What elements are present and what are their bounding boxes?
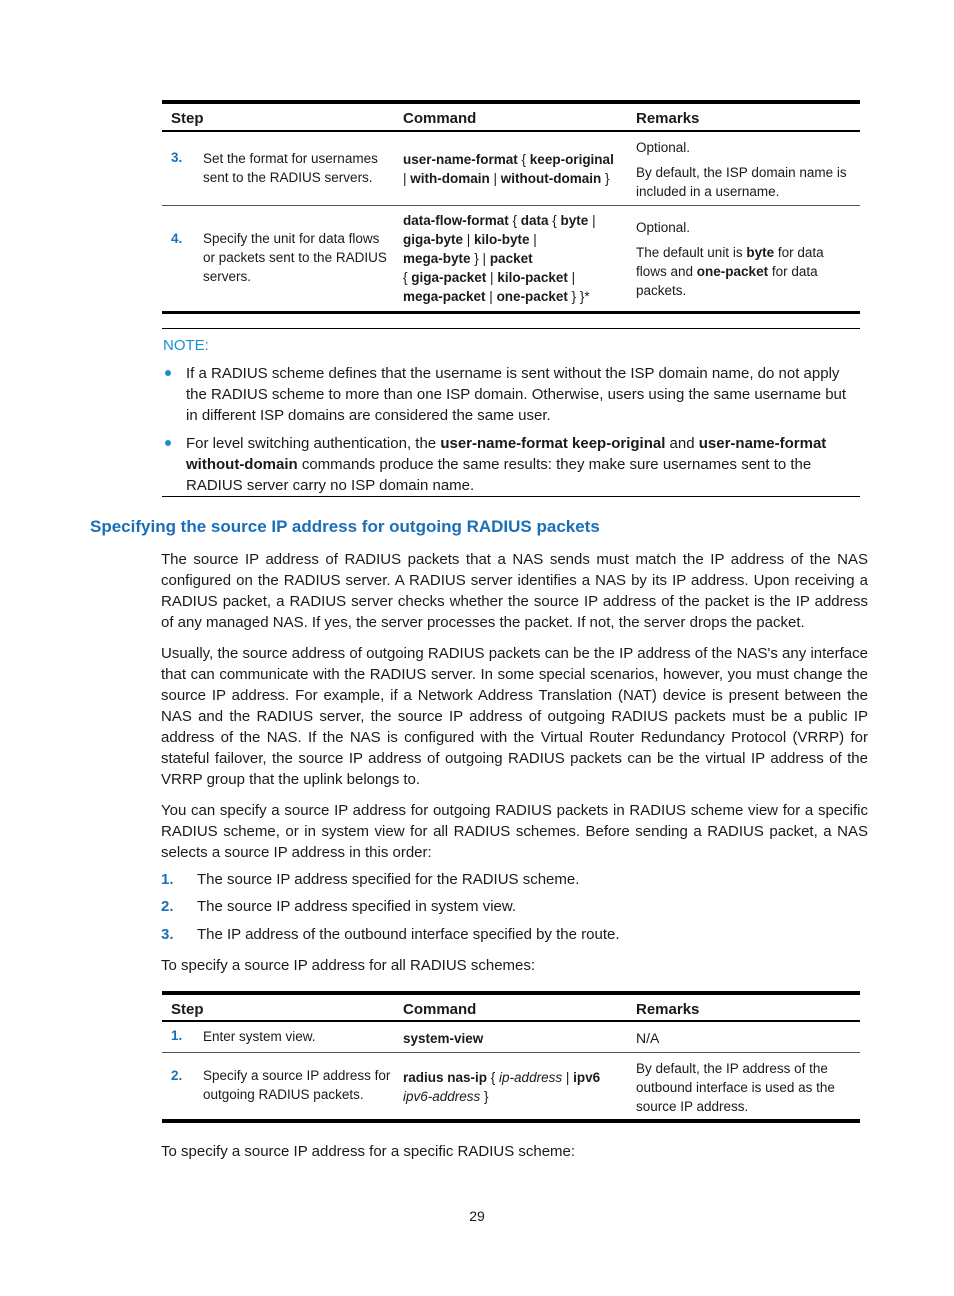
remark-line: By default, the ISP domain name is included in a username. (636, 165, 847, 199)
list-number: 1. (161, 871, 174, 888)
command-syntax: system-view (403, 1031, 484, 1046)
remark-line: Optional. (636, 140, 691, 155)
table2-header-remarks: Remarks (636, 1001, 700, 1018)
table2-intro: To specify a source IP address for all RADIUS schemes: (161, 957, 536, 974)
command-syntax: user-name-format { keep-original | with-domain | without-domain } (403, 152, 614, 186)
table2-header-step: Step (171, 1001, 204, 1018)
list-number: 3. (161, 926, 174, 943)
table1-header-step: Step (171, 110, 204, 127)
page-number: 29 (469, 1208, 485, 1224)
note-top-rule (162, 328, 860, 329)
note-item: If a RADIUS scheme defines that the username is sent without the ISP domain name, do not apply the RADIUS scheme to more than one ISP domain. Otherwise, users using the same username but in different ISP domains are considered the same user. (186, 365, 847, 424)
step-description: Enter system view. (203, 1029, 316, 1044)
table3-intro: To specify a source IP address for a specific RADIUS scheme: (161, 1143, 576, 1160)
table2-header-command: Command (403, 1001, 477, 1018)
list-number: 2. (161, 898, 174, 915)
table1-row-divider (162, 205, 860, 206)
table1-top-rule (162, 100, 860, 104)
note-item: For level switching authentication, the user-name-format keep-original and user-name-format without-domain commands produce the same results: they make sure usernames sent to the RADIUS server carry no ISP domain name. (186, 435, 827, 494)
table1-bottom-rule (162, 311, 860, 314)
list-item: The source IP address specified in system view. (197, 898, 517, 915)
section-heading: Specifying the source IP address for outgoing RADIUS packets (90, 517, 600, 536)
paragraph: Usually, the source address of outgoing RADIUS packets can be the IP address of the NAS's any interface that can communicate with the RADIUS server. In some special scenarios, however, you must change the source IP address. For example, if a Network Address Translation (NAT) device is present between the NAS and the RADIUS server, the source IP address of outgoing RADIUS packets must be a public IP address of the NAS. If the NAS is configured with the Virtual Router Redundancy Protocol (VRRP) for stateful failover, the source IP address of outgoing RADIUS packets can be the virtual IP address of the VRRP group that the uplink belongs to. (161, 645, 868, 788)
command-syntax: data-flow-format { data { byte | giga-byte | kilo-byte | mega-byte } | packet { giga-packet | kilo-packet | mega-packet | one-packet } }* (403, 213, 596, 304)
list-item: The IP address of the outbound interface specified by the route. (197, 926, 620, 943)
step-number: 3. (171, 150, 183, 165)
paragraph: You can specify a source IP address for outgoing RADIUS packets in RADIUS scheme view for a specific RADIUS scheme, or in system view for all RADIUS schemes. Before sending a RADIUS packet, a NAS selects a source IP address in this order: (161, 802, 868, 861)
paragraph: The source IP address of RADIUS packets that a NAS sends must match the IP address of the NAS configured on the RADIUS server. A RADIUS server identifies a NAS by its IP address. Upon receiving a RADIUS packet, a RADIUS server checks whether the source IP address of the packet is the IP address of any managed NAS. If yes, the server processes the packet. If not, the server drops the packet. (161, 551, 868, 631)
table1-header-remarks: Remarks (636, 110, 700, 127)
remarks-cell: By default, the IP address of the outbound interface is used as the source IP address. (636, 1061, 835, 1114)
bullet-icon (165, 440, 171, 446)
table2 (162, 999, 860, 1123)
list-item: The source IP address specified for the RADIUS scheme. (197, 871, 580, 888)
table2-bottom-rule (162, 1119, 860, 1123)
note-title: NOTE: (163, 337, 209, 354)
table1-header-command: Command (403, 110, 477, 127)
step-number: 2. (171, 1068, 183, 1083)
step-number: 4. (171, 231, 183, 246)
step-description: Specify a source IP address for outgoing RADIUS packets. (203, 1068, 391, 1102)
note-bottom-rule (162, 496, 860, 497)
table2-header-rule (162, 1020, 860, 1022)
step-description: Specify the unit for data flows or packets sent to the RADIUS servers. (203, 231, 387, 284)
table1-header-rule (162, 130, 860, 132)
bullet-icon (165, 370, 171, 376)
command-syntax: radius nas-ip { ip-address | ipv6 ipv6-address } (403, 1070, 601, 1104)
table2-top-rule (162, 991, 860, 995)
step-description: Set the format for usernames sent to the RADIUS servers. (203, 151, 378, 185)
step-number: 1. (171, 1028, 183, 1043)
remarks-cell (636, 138, 860, 207)
remarks-cell: Optional. The default unit is byte for data flows and one-packet for data packets. (636, 220, 824, 298)
remarks-cell: N/A (636, 1030, 660, 1046)
table1 (162, 108, 860, 318)
table2-row-divider (162, 1052, 860, 1053)
